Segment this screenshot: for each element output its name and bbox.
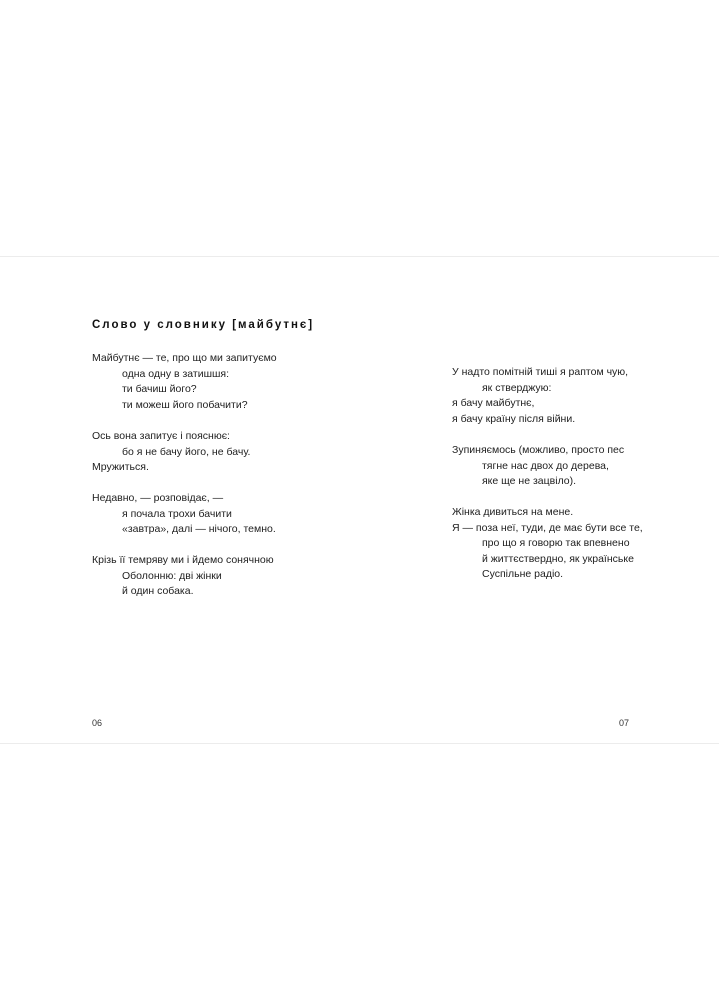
poem-line: Майбутнє — те, про що ми запитуємо (92, 352, 277, 364)
stanza-1 (92, 351, 277, 413)
poem-line: тягне нас двох до дерева, (482, 459, 609, 472)
poem-line: я бачу майбутнє, (452, 397, 535, 410)
poem-line: бо я не бачу його, не бачу. (122, 445, 251, 458)
poem-line: Мружиться. (92, 461, 149, 474)
poem-line: Крізь її темряву ми і йдемо сонячною (92, 554, 274, 566)
poem-line: ти бачиш його? (122, 383, 197, 396)
poem-line: Суспільне радіо. (482, 568, 564, 581)
poem-line: й життєствердно, як українське (482, 552, 634, 565)
poem-line: Зупиняємось (можливо, просто пес (452, 444, 625, 456)
poem-line: «завтра», далі — нічого, темно. (122, 523, 276, 536)
poem-line: й один собака. (122, 585, 194, 598)
poem-line: я почала трохи бачити (122, 507, 232, 520)
poem-line: Оболонню: дві жінки (122, 569, 222, 582)
poem-line: У надто помітній тиші я раптом чую, (452, 366, 629, 378)
stanza-2 (92, 429, 250, 476)
poem-line: Жінка дивиться на мене. (452, 506, 574, 518)
poem-line: яке ще не зацвіло). (482, 475, 577, 488)
book-spread (0, 256, 719, 744)
poem-line: про що я говорю так впевнено (482, 537, 630, 550)
poem-line: як стверджую: (482, 381, 552, 394)
stanza-7 (452, 505, 643, 583)
page-number: 06 (92, 718, 103, 728)
poem-line: я бачу країну після війни. (452, 412, 576, 425)
left-page (0, 257, 360, 743)
poem-line: ти можеш його побачити? (122, 398, 248, 411)
stanza-6 (452, 443, 624, 490)
poem-line: Ось вона запитує і пояснює: (92, 430, 230, 442)
page-number: 07 (619, 718, 630, 728)
poem-line: Я — поза неї, туди, де має бути все те, (452, 521, 643, 534)
stanza-3 (92, 491, 276, 538)
poem-line: одна одну в затишшя: (122, 367, 230, 380)
right-page (360, 257, 720, 743)
stanza-5 (452, 365, 628, 427)
poem-title: Слово у словнику [майбутнє] (92, 319, 315, 331)
poem-line: Недавно, — розповідає, — (92, 492, 224, 504)
stanza-4 (92, 553, 274, 600)
